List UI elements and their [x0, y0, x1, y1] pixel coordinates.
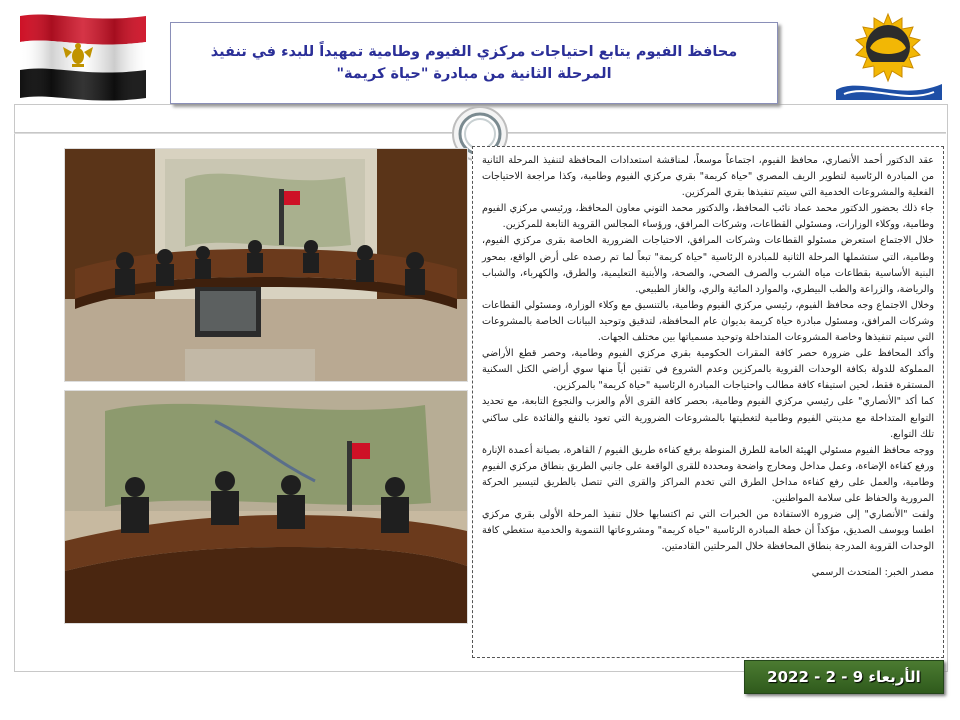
date-banner	[744, 660, 944, 694]
article-paragraph: ولفت "الأنصاري" إلى ضرورة الاستفادة من الخبرات التي تم اكتسابها خلال تنفيذ المرحلة الأولى بقري مركزي اطسا ويوسف الصديق، مؤكداً أن خطة المبادرة الرئاسية "حياة كريمة" ومشروعاتها التنموية والخدمية ستغطي كافة الوحدات القروية المدرجة بنطاق المحافظة خلال المرحلتين القادمتين.	[482, 509, 934, 553]
article-paragraph: كما أكد "الأنصاري" على رئيسي مركزي الفيوم وطامية، بحصر كافة القرى الأم والعزب والنجوع التابعة، مع تحديد التوابع المتداخلة مع مدينتي الفيوم وطامية لتغطيتها بالمشروعات الضرورية التي تعود بالنفع والفائدة على ساكني تلك التوابع.	[482, 396, 934, 440]
egypt-flag-icon	[16, 10, 150, 104]
article-paragraph: خلال الاجتماع استعرض مسئولو القطاعات وشركات المرافق، الاحتياجات الضرورية الخاصة بقرى مركزي الفيوم، وطامية، التي ستشملها المرحلة الثانية للمبادرة الرئاسية "حياة كريمة" تبعاً لما تم رصده على أرض الواقع، بمحور البنية الأساسية بقطاعات مياه الشرب والصرف الصحي، والصحة، والأبنية التعليمية، والطرق، والكهرباء، والشباب والرياضة، والزراعة والطب البيطري، والموارد المائية والري، والغاز الطبيعي.	[482, 235, 934, 295]
article-paragraph: جاء ذلك بحضور الدكتور محمد عماد نائب المحافظ، والدكتور محمد التوني معاون المحافظ، ورئيسي مركزي الفيوم وطامية، ووكلاء الوزارات، ومسئولي القطاعات، وشركات المرافق، ورؤساء المجالس القروية التابعة للمركزين.	[482, 203, 934, 231]
meeting-photo-1	[64, 148, 468, 382]
article-paragraph: وأكد المحافظ على ضرورة حصر كافة المقرات الحكومية بقري مركزي الفيوم وطامية، وحصر قطع الأراضي المملوكة للدولة بكافة الوحدات القروية بالمركزين وعدم الشروع في تقنين أياً منها سوي أراضي الكتل السكنية المستقرة فقط، لحين استيفاء كافة مطالب واحتياجات المبادرة الرئاسية "حياة كريمة" بالمركزين.	[482, 348, 934, 392]
article-source: مصدر الخبر: المتحدث الرسمي	[811, 567, 934, 579]
publish-date: الأربعاء 9 - 2 - 2022	[767, 668, 921, 686]
fayoum-logo	[830, 10, 946, 102]
article-paragraph: ووجه محافظ الفيوم مسئولي الهيئة العامة للطرق المنوطة برفع كفاءة طريق الفيوم / القاهرة، بصيانة أعمدة الإنارة ورفع كفاءة الإضاءة، وعمل مداخل ومخارج واضحة ومحددة للقرى الواقعة على جانبي الطريق بنطاق مركزي الفيوم وطامية، والعمل على رفع كفاءة مداخل الطرق التي تخدم المراكز والقرى التي تتصل بالطريق لتيسير الحركة المرورية والحفاظ على سلامة المواطنين.	[482, 444, 934, 504]
article-panel	[472, 146, 944, 658]
article-paragraph: عقد الدكتور أحمد الأنصاري، محافظ الفيوم، اجتماعاً موسعاً، لمناقشة استعدادات المحافظة لتنفيذ المرحلة الثانية من المبادرة الرئاسية لتطوير الريف المصري "حياة كريمة" بقري مركزي الفيوم وطامية، وكذا مراجعة الاحتياجات الفعلية والمشروعات الخدمية التي سيتم تنفيذها بقري المركزين.	[482, 155, 934, 199]
page-title: محافظ الفيوم يتابع احتياجات مركزي الفيوم وطامية تمهيداً للبدء في تنفيذ المرحلة الثانية من مبادرة "حياة كريمة"	[210, 44, 738, 82]
article-body	[482, 153, 934, 555]
meeting-photo-2	[64, 390, 468, 624]
article-paragraph: وخلال الاجتماع وجه محافظ الفيوم، رئيسي مركزي الفيوم وطامية، بالتنسيق مع وكلاء الوزارة، ومسئولي القطاعات وشركات المرافق، ومسئول مبادرة حياة كريمة بديوان عام المحافظة، لتدقيق وتوحيد البيانات الخاصة بالمشروعات التي سيتم تنفيذها وخاصة المشروعات المتداخلة وتوحيد مسمياتها بين مختلف الجهات.	[482, 299, 934, 344]
headline-box	[170, 22, 778, 104]
